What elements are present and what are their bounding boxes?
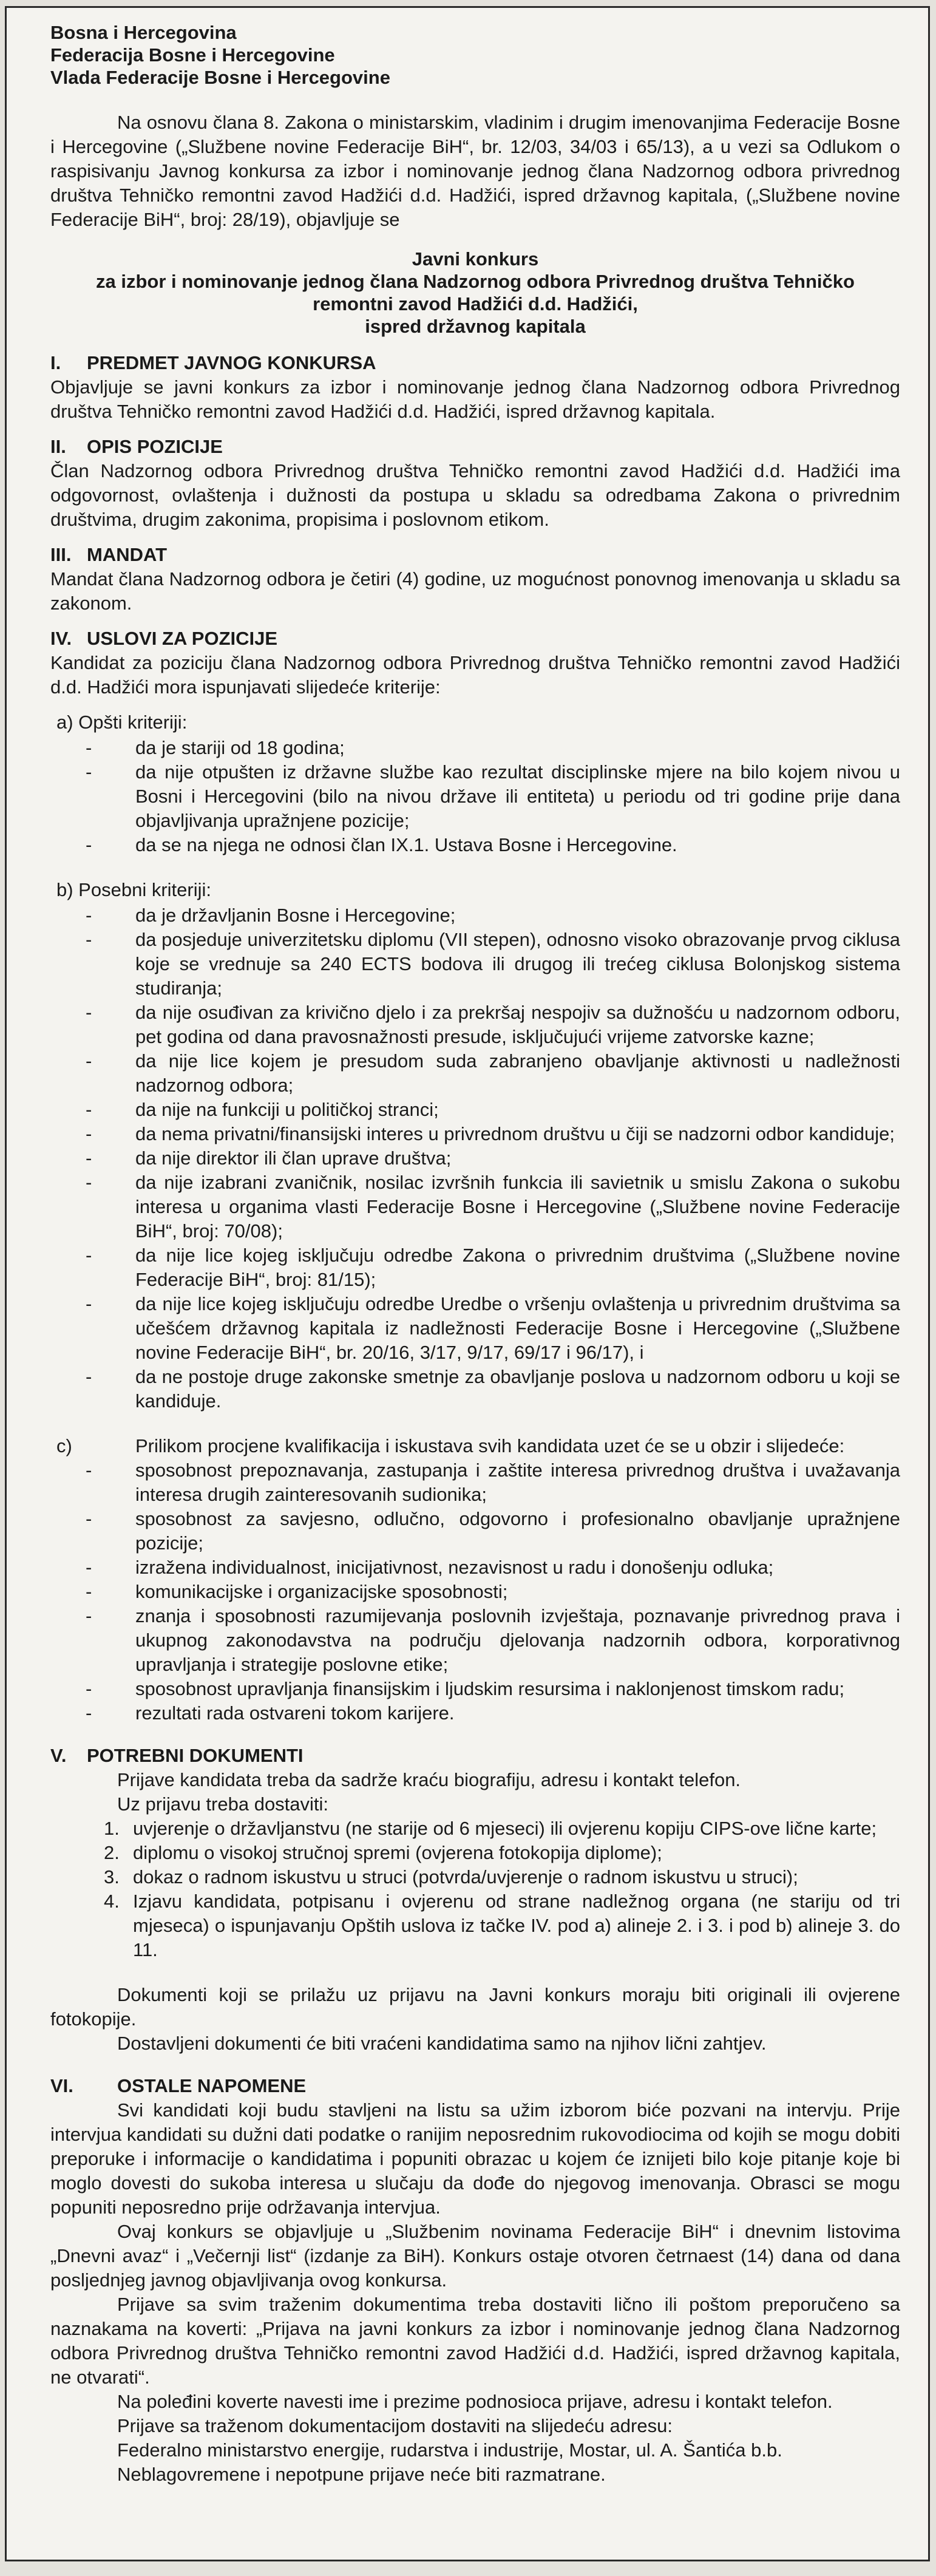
section-title: USLOVI ZA POZICIJE	[87, 628, 278, 649]
list-item: - sposobnost prepoznavanja, zastupanja i zaštite interesa privrednog društva i uvažavanja interesa drugih zainteresovanih sudionika;	[135, 1458, 900, 1507]
list-item: - da je stariji od 18 godina;	[135, 736, 900, 760]
list-item: - da nije na funkciji u političkoj stranci;	[135, 1098, 900, 1122]
item-text: Izjavu kandidata, potpisanu i ovjerenu od strane nadležnog organa (ne stariju od tri mjeseca) o ispunjavanju Opštih uslova iz tačke IV. pod a) alineje 2. i 3. i pod b) alineje 3. do 11.	[133, 1891, 900, 1960]
header-line: Bosna i Hercegovina	[50, 22, 237, 43]
list-item: - da nije izabrani zvaničnik, nosilac izvršnih funkcia ili savietnik u smislu Zakona o sukobu interesa u organima vlasti Federacije Bosne i Hercegovine („Službene novine Federacije BiH“, broj: 70/08);	[135, 1171, 900, 1243]
section-title: MANDAT	[87, 544, 168, 565]
item-number: 1.	[104, 1818, 120, 1839]
section-number: IV.	[50, 628, 72, 649]
section-title: POTREBNI DOKUMENTI	[87, 1745, 304, 1766]
list-item: - sposobnost za savjesno, odlučno, odgovorno i profesionalno obavljanje upražnjene pozicije;	[135, 1507, 900, 1555]
section-text: Prijave kandidata treba da sadrže kraću biografiju, adresu i kontakt telefon.	[117, 1769, 741, 1790]
section-text: Na poleđini koverte navesti ime i prezime podnosioca prijave, adresu i kontakt telefon.	[117, 2391, 833, 2412]
section-text: Dokumenti koji se prilažu uz prijavu na Javni konkurs moraju biti originali ili ovjerene fotokopije.	[50, 1984, 900, 2030]
item-number: 4.	[104, 1891, 120, 1912]
list-item	[104, 1841, 900, 1865]
general-criteria-label: a) Opšti kriteriji:	[56, 712, 188, 733]
list-item: - da nije direktor ili član uprave društva;	[135, 1146, 900, 1171]
header-line: Federacija Bosne i Hercegovine	[50, 44, 335, 66]
section-title: OSTALE NAPOMENE	[117, 2075, 307, 2096]
list-item: - da nije lice kojeg isključuju odredbe Uredbe o vršenju ovlaštenja u privrednim društvima sa učešćem državnog kapitala iz nadležnosti Federacije Bosne i Hercegovine („Službene novine Federacije BiH“, br. 20/16, 3/17, 9/17, 69/17 i 96/17), i	[135, 1292, 900, 1365]
document-title	[50, 248, 900, 338]
section-heading	[50, 1744, 900, 1768]
list-item: - izražena individualnost, inicijativnost, nezavisnost u radu i donošenju odluka;	[135, 1555, 900, 1580]
assessment-criteria-list	[50, 1458, 900, 1725]
section-text: Objavljuje se javni konkurs za izbor i nominovanje jednog člana Nadzornog odbora Privrednog društva Tehničko remontni zavod Hadžići d.d. Hadžići, ispred državnog kapitala.	[50, 376, 900, 422]
section-position	[50, 435, 900, 532]
title-line: Javni konkurs	[412, 248, 539, 270]
section-number: V.	[50, 1745, 67, 1766]
section-text: Dostavljeni dokumenti će biti vraćeni kandidatima samo na njihov lični zahtjev.	[117, 2033, 767, 2054]
item-number: 3.	[104, 1866, 120, 1888]
section-title: PREDMET JAVNOG KONKURSA	[87, 352, 376, 373]
section-heading	[50, 543, 900, 567]
list-item: - da je državljanin Bosne i Hercegovine;	[135, 903, 900, 928]
section-text: Član Nadzornog odbora Privrednog društva Tehničko remontni zavod Hadžići d.d. Hadžići ima odgovornost, ovlaštenja i dužnosti da postupa u skladu sa odredbama Zakona o privrednim društvima, drugim zakonima, propisima i poslovnom etikom.	[50, 460, 900, 530]
list-item: - da se na njega ne odnosi član IX.1. Ustava Bosne i Hercegovine.	[135, 833, 900, 857]
item-text: uvjerenje o državljanstvu (ne starije od 6 mjeseci) ili ovjerenu kopiju CIPS-ove lične karte;	[133, 1818, 877, 1839]
section-heading	[50, 351, 900, 375]
section-documents	[50, 1744, 900, 2056]
item-number: 2.	[104, 1842, 120, 1863]
section-mandate	[50, 543, 900, 616]
section-text: Neblagovremene i nepotpune prijave neće biti razmatrane.	[117, 2464, 606, 2485]
list-item: - da posjeduje univerzitetsku diplomu (VII stepen), odnosno visoko obrazovanje prvog ciklusa koje se vrednuje sa 240 ECTS bodova ili drugog ili trećeg ciklusa Bolonjskog sistema studiranja;	[135, 928, 900, 1001]
item-text: dokaz o radnom iskustvu u struci (potvrda/uvjerenje o radnom iskustvu u struci);	[133, 1866, 798, 1888]
section-heading	[50, 627, 900, 651]
section-text: Prijave sa traženom dokumentacijom dostaviti na slijedeću adresu:	[117, 2415, 673, 2436]
section-heading	[50, 435, 900, 459]
section-title: OPIS POZICIJE	[87, 436, 223, 457]
list-item: - rezultati rada ostvareni tokom karijere.	[135, 1701, 900, 1725]
title-line: ispred državnog kapitala	[365, 316, 586, 337]
title-line: za izbor i nominovanje jednog člana Nadzornog odbora Privrednog društva Tehničko	[96, 271, 855, 292]
list-item	[104, 1889, 900, 1962]
list-item: - znanja i sposobnosti razumijevanja poslovnih izvještaja, poznavanje privrednog prava i ukupnog zakonodavstva na području djelovanja nadzornih odbora, korporativnog upravljanja i strategije poslovne etike;	[135, 1604, 900, 1677]
assessment-criteria-intro	[50, 1434, 900, 1458]
section-number: VI.	[50, 2075, 73, 2096]
section-text: Kandidat za poziciju člana Nadzornog odbora Privrednog društva Tehničko remontni zavod Hadžići d.d. Hadžići mora ispunjavati slijedeće kriterije:	[50, 652, 900, 698]
document-page	[5, 6, 930, 2561]
list-item: - da nema privatni/finansijski interes u privrednom društvu u čiji se nadzorni odbor kandiduje;	[135, 1122, 900, 1146]
section-text: Prijave sa svim traženim dokumentima treba dostaviti lično ili poštom preporučeno sa naznakama na koverti: „Prijava na javni konkurs za izbor i nominovanje jednog člana Nadzornog odbora Privrednog društva Tehničko remontni zavod Hadžići d.d. Hadžići, ispred državnog kapitala, ne otvarati“.	[50, 2294, 900, 2388]
list-item: - da nije lice kojeg isključuju odredbe Zakona o privrednim društvima („Službene novine Federacije BiH“, broj: 81/15);	[135, 1243, 900, 1292]
section-requirements	[50, 627, 900, 1725]
section-notes	[50, 2074, 900, 2487]
intro-paragraph: Na osnovu člana 8. Zakona o ministarskim, vladinim i drugim imenovanjima Federacije Bosne i Hercegovine („Službene novine Federacije BiH“, br. 12/03, 34/03 i 65/13), a u vezi sa Odlukom o raspisivanju Javnog konkursa za izbor i nominovanje jednog člana Nadzornog odbora privrednog društva Tehničko remontni zavod Hadžići d.d. Hadžići, ispred državnog kapitala, („Službene novine Federacije BiH“, broj: 28/19), objavljuje se	[50, 112, 900, 230]
list-item: - da nije lice kojem je presudom suda zabranjeno obavljanje aktivnosti u nadležnosti nadzornog odbora;	[135, 1049, 900, 1098]
section-text: Svi kandidati koji budu stavljeni na listu sa užim izborom biće pozvani na intervju. Prije intervjua kandidati su dužni dati podatke o ranijim neposrednim rukovodiocima od kojih se mogu dobiti preporuke i informacije o kandidatima i popuniti obrazac u kojem će iznijeti bilo koje pitanje koje bi moglo dovesti do sukoba interesa u slučaju da dođe do njegovog imenovanja. Obrasci se mogu popuniti neposredno prije održavanja intervjua.	[50, 2099, 900, 2218]
special-criteria-list	[50, 903, 900, 1413]
list-item	[104, 1816, 900, 1841]
title-line: remontni zavod Hadžići d.d. Hadžići,	[313, 293, 638, 314]
section-text: Mandat člana Nadzornog odbora je četiri (4) godine, uz mogućnost ponovnog imenovanja u skladu sa zakonom.	[50, 568, 900, 614]
list-item	[104, 1865, 900, 1889]
header-line: Vlada Federacije Bosne i Hercegovine	[50, 67, 390, 88]
section-number: III.	[50, 544, 72, 565]
item-text: diplomu o visokoj stručnoj spremi (ovjerena fotokopija diplome);	[133, 1842, 662, 1863]
section-text: Uz prijavu treba dostaviti:	[117, 1793, 329, 1815]
section-number: II.	[50, 436, 66, 457]
list-item: - komunikacijske i organizacijske sposobnosti;	[135, 1580, 900, 1604]
list-item: - da nije otpušten iz državne službe kao rezultat disciplinske mjere na bilo kojem nivou u Bosni i Hercegovini (bilo na nivou države ili entiteta) u periodu od tri godine prije dana objavljivanja upražnjene pozicije;	[135, 760, 900, 833]
list-item: - da nije osuđivan za krivično djelo i za prekršaj nespojiv sa dužnošću u nadzornom odboru, pet godina od dana pravosnažnosti presude, isključujući vrijeme zatvorske kazne;	[135, 1001, 900, 1049]
section-text: Federalno ministarstvo energije, rudarstva i industrije, Mostar, ul. A. Šantića b.b.	[117, 2439, 782, 2461]
section-heading	[50, 2074, 900, 2098]
item-label: c)	[56, 1435, 72, 1456]
special-criteria-label: b) Posebni kriteriji:	[56, 879, 211, 900]
general-criteria-list	[50, 736, 900, 857]
issuer-header	[50, 21, 900, 89]
section-number: I.	[50, 352, 61, 373]
list-item: - sposobnost upravljanja finansijskim i ljudskim resursima i naklonjenost timskom radu;	[135, 1677, 900, 1701]
documents-list	[50, 1816, 900, 1962]
item-text: Prilikom procjene kvalifikacija i iskustava svih kandidata uzet će se u obzir i slijedeće:	[135, 1435, 845, 1456]
list-item: - da ne postoje druge zakonske smetnje za obavljanje poslova u nadzornom odboru u koji se kandiduje.	[135, 1365, 900, 1413]
section-subject	[50, 351, 900, 424]
section-text: Ovaj konkurs se objavljuje u „Službenim novinama Federacije BiH“ i dnevnim listovima „Dnevni avaz“ i „Večernji list“ (izdanje za BiH). Konkurs ostaje otvoren četrnaest (14) dana od dana posljednjeg javnog objavljivanja ovog konkursa.	[50, 2221, 900, 2291]
